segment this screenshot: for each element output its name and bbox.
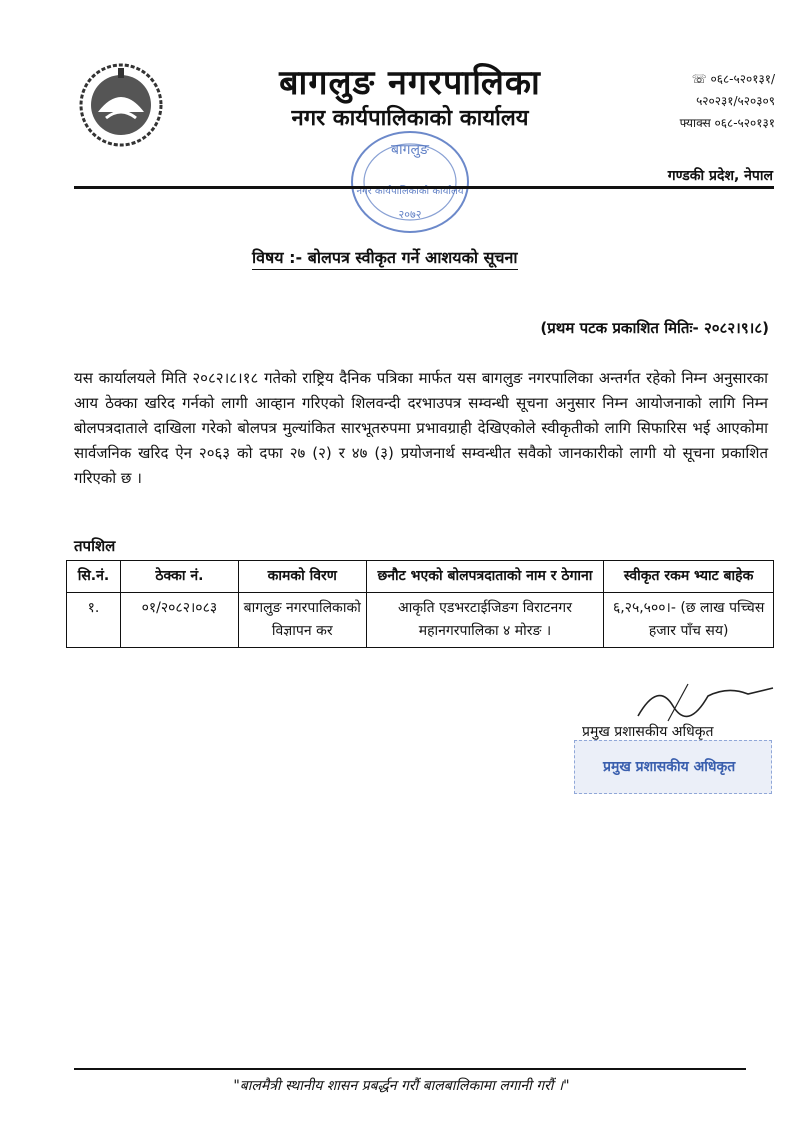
officer-signature [628,676,778,726]
header-contract-no: ठेक्का नं. [120,561,238,593]
cell-approved-amount: ६,२५,५००।- (छ लाख पच्चिस हजार पाँच सय) [604,593,774,648]
table-row [67,593,774,648]
phone-number-2: ५२०२३१/५२०३०९ [696,94,775,108]
footer-slogan: "बालमैत्री स्थानीय शासन प्रबर्द्धन गरौं बालबालिकामा लगानी गरौं ।" [233,1078,570,1094]
cell-bidder: आकृति एडभरटाईजिङग विराटनगर महानगरपालिका ४ मोरङ । [366,593,604,648]
phone-number: ☏ ०६८-५२०१३१/ [691,72,775,86]
office-seal-stamp [340,120,480,240]
table-header-row [67,561,774,593]
notice-subject: विषय :- बोलपत्र स्वीकृत गर्ने आशयको सूचना [252,246,518,270]
signatory-title: प्रमुख प्रशासकीय अधिकृत [582,724,714,740]
contact-block [615,68,775,134]
seal-year: २०७२ [398,208,422,221]
header-approved-amount: स्वीकृत रकम भ्याट बाहेक [604,561,774,593]
nepal-emblem-logo [78,62,164,148]
header-sn: सि.नं. [67,561,121,593]
published-date: (प्रथम पटक प्रकाशित मितिः- २०८२।९।८) [540,319,769,337]
fax-number: फ्याक्स ०६८-५२०१३१ [679,116,775,130]
footer-divider [74,1068,746,1070]
header-divider [74,186,774,189]
officer-stamp [574,740,772,794]
seal-text-2: नगर कार्यपालिकाको कार्यालय [356,186,464,197]
header-work-description: कामको विरण [238,561,366,593]
cell-work-description: बागलुङ नगरपालिकाको विज्ञापन कर [238,593,366,648]
office-name: नगर कार्यपालिकाको कार्यालय [291,106,529,131]
cell-contract-no: ०१/२०८२।०८३ [120,593,238,648]
org-name: बागलुङ नगरपालिका [279,63,541,103]
cell-sn: १. [67,593,121,648]
notice-body: यस कार्यालयले मिति २०८२।८।१८ गतेको राष्ट्रिय दैनिक पत्रिका मार्फत यस बागलुङ नगरपालिका अन्तर्गत रहेको निम्न अनुसारका आय ठेक्का खरिद गर्नको लागी आव्हान गरिएको शिलवन्दी दरभाउपत्र सम्वन्धी सूचना अनुसार निम्न आयोजनाको लागि निम्न बोलपत्रदाताले दाखिला गरेको बोलपत्र मुल्यांकित सारभूतरुपमा प्रभावग्राही देखिएकोले स्वीकृतीको लागि सिफारिस भई आएकोमा सार्वजनिक खरिद ऐन २०६३ को दफा २७ (२) र ४७ (३) प्रयोजनार्थ सम्वन्धीत सवैको जानकारीको लागी यो सूचना प्रकाशित गरिएको छ । [74,369,768,487]
officer-stamp-text: प्रमुख प्रशासकीय अधिकृत [603,759,736,775]
province-label: गण्डकी प्रदेश, नेपाल [667,168,773,184]
table-label: तपशिल [74,537,116,555]
seal-text-1: बागलुङ [391,142,429,158]
header-bidder: छनौट भएको बोलपत्रदाताको नाम र ठेगाना [366,561,604,593]
bid-table [66,560,774,648]
